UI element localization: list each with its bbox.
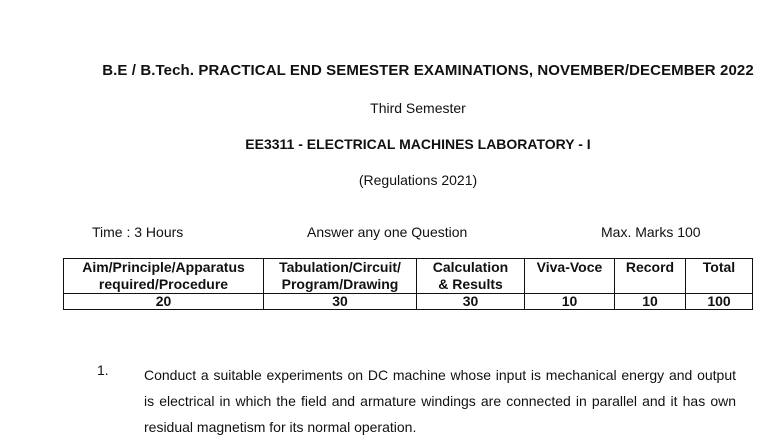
value-calculation: 30 <box>417 294 525 310</box>
value-total: 100 <box>686 294 753 310</box>
regulations-label: (Regulations 2021) <box>358 172 478 188</box>
header-line: Tabulation/Circuit/ <box>279 259 401 275</box>
course-title: EE3311 - ELECTRICAL MACHINES LABORATORY - I <box>245 136 591 152</box>
value-tabulation: 30 <box>264 294 417 310</box>
exam-title: B.E / B.Tech. PRACTICAL END SEMESTER EXAMINATIONS, NOVEMBER/DECEMBER 2022 <box>102 62 754 79</box>
value-viva-voce: 10 <box>525 294 615 310</box>
question-text: Conduct a suitable experiments on DC machine whose input is mechanical energy and output is electrical in which the field and armature windings are connected in parallel and it has own residual magnetism for its normal operation. <box>144 367 736 435</box>
table-row <box>64 294 753 310</box>
value-record: 10 <box>615 294 686 310</box>
header-total <box>686 259 753 294</box>
header-aim-procedure <box>64 259 264 294</box>
table-header-row <box>64 259 753 294</box>
value-aim-procedure: 20 <box>64 294 264 310</box>
header-line: Aim/Principle/Apparatus <box>82 259 245 275</box>
marks-distribution-table <box>63 258 753 310</box>
question-number: 1. <box>97 362 109 378</box>
header-line: Program/Drawing <box>281 276 399 292</box>
exam-instruction: Answer any one Question <box>307 224 468 240</box>
header-line: Calculation <box>432 259 509 275</box>
header-tabulation <box>264 259 417 294</box>
header-line: & Results <box>438 276 503 292</box>
header-line: required/Procedure <box>98 276 229 292</box>
header-viva-voce <box>525 259 615 294</box>
header-line: Viva-Voce <box>536 259 603 275</box>
exam-duration: Time : 3 Hours <box>92 224 184 240</box>
max-marks: Max. Marks 100 <box>601 224 701 240</box>
semester-label: Third Semester <box>370 100 466 116</box>
header-line: Total <box>702 259 736 275</box>
header-line: Record <box>625 259 675 275</box>
header-calculation <box>417 259 525 294</box>
header-record <box>615 259 686 294</box>
